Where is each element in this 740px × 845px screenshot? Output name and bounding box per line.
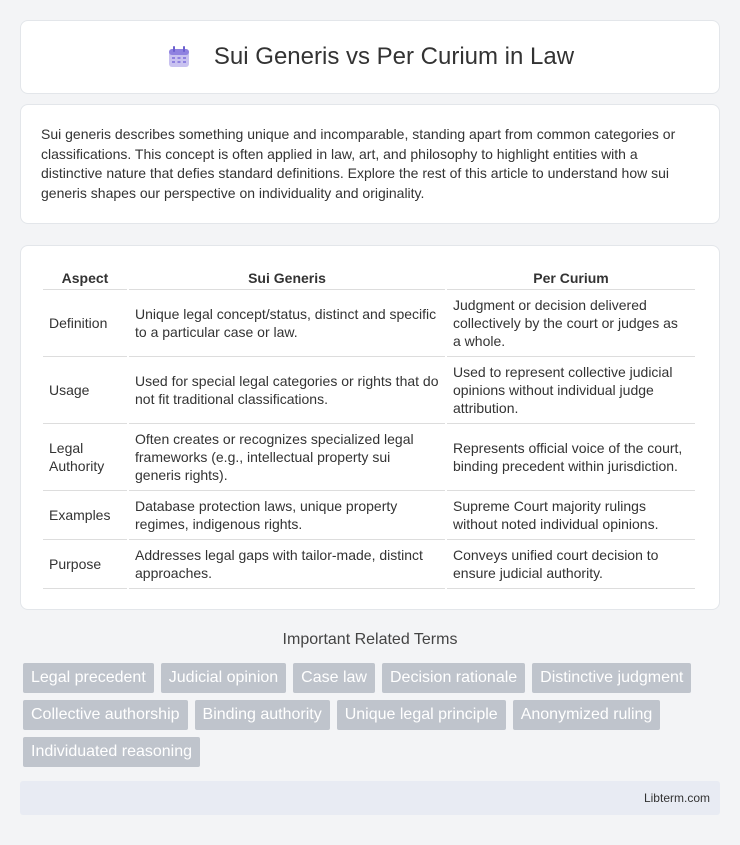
table-row (43, 424, 695, 491)
row-sui-generis: Database protection laws, unique property regimes, indigenous rights. (129, 491, 445, 540)
footer-site-link[interactable]: Libterm.com (643, 791, 710, 805)
row-sui-generis: Addresses legal gaps with tailor-made, distinct approaches. (129, 540, 445, 589)
page-title: Sui Generis vs Per Curium in Law (213, 43, 575, 70)
row-per-curium: Judgment or decision delivered collectively by the court or judges as a whole. (447, 290, 695, 357)
table-row (43, 290, 695, 357)
row-aspect: Usage (43, 357, 127, 424)
footer (20, 781, 720, 815)
intro-text: Sui generis describes something unique and incomparable, standing apart from common categories or classifications. This concept is often applied in law, art, and philosophy to highlight entities with a distinctive nature that defies standard definitions. Explore the rest of this article to understand how sui generis shapes our perspective on individuality and originality. (41, 126, 676, 201)
comparison-table (41, 266, 697, 589)
row-per-curium: Represents official voice of the court, binding precedent within jurisdiction. (447, 424, 695, 491)
row-aspect: Examples (43, 491, 127, 540)
related-term-tag[interactable]: Unique legal principle (337, 700, 506, 730)
related-term-tag[interactable]: Case law (293, 663, 375, 693)
related-term-tag[interactable]: Decision rationale (382, 663, 525, 693)
table-row (43, 540, 695, 589)
related-term-tag[interactable]: Binding authority (195, 700, 330, 730)
row-sui-generis: Used for special legal categories or rights that do not fit traditional classifications. (129, 357, 445, 424)
title-card (20, 20, 720, 94)
row-aspect: Legal Authority (43, 424, 127, 491)
related-term-tag[interactable]: Legal precedent (23, 663, 154, 693)
related-term-tag[interactable]: Judicial opinion (161, 663, 286, 693)
related-terms-title: Important Related Terms (282, 631, 458, 648)
column-header-per-curium: Per Curium (447, 266, 695, 290)
row-aspect: Purpose (43, 540, 127, 589)
row-sui-generis: Often creates or recognizes specialized legal frameworks (e.g., intellectual property sui generis rights). (129, 424, 445, 491)
column-header-aspect: Aspect (43, 266, 127, 290)
row-sui-generis: Unique legal concept/status, distinct and specific to a particular case or law. (129, 290, 445, 357)
row-per-curium: Supreme Court majority rulings without noted individual opinions. (447, 491, 695, 540)
table-header-row (43, 266, 695, 290)
column-header-sui-generis: Sui Generis (129, 266, 445, 290)
related-terms-list (23, 663, 723, 774)
related-term-tag[interactable]: Collective authorship (23, 700, 188, 730)
row-per-curium: Conveys unified court decision to ensure judicial authority. (447, 540, 695, 589)
calendar-icon (166, 44, 192, 70)
table-row (43, 491, 695, 540)
related-term-tag[interactable]: Distinctive judgment (532, 663, 691, 693)
row-per-curium: Used to represent collective judicial opinions without individual judge attribution. (447, 357, 695, 424)
intro-card (20, 104, 720, 224)
row-aspect: Definition (43, 290, 127, 357)
related-term-tag[interactable]: Individuated reasoning (23, 737, 200, 767)
table-row (43, 357, 695, 424)
comparison-card (20, 245, 720, 610)
related-term-tag[interactable]: Anonymized ruling (513, 700, 661, 730)
